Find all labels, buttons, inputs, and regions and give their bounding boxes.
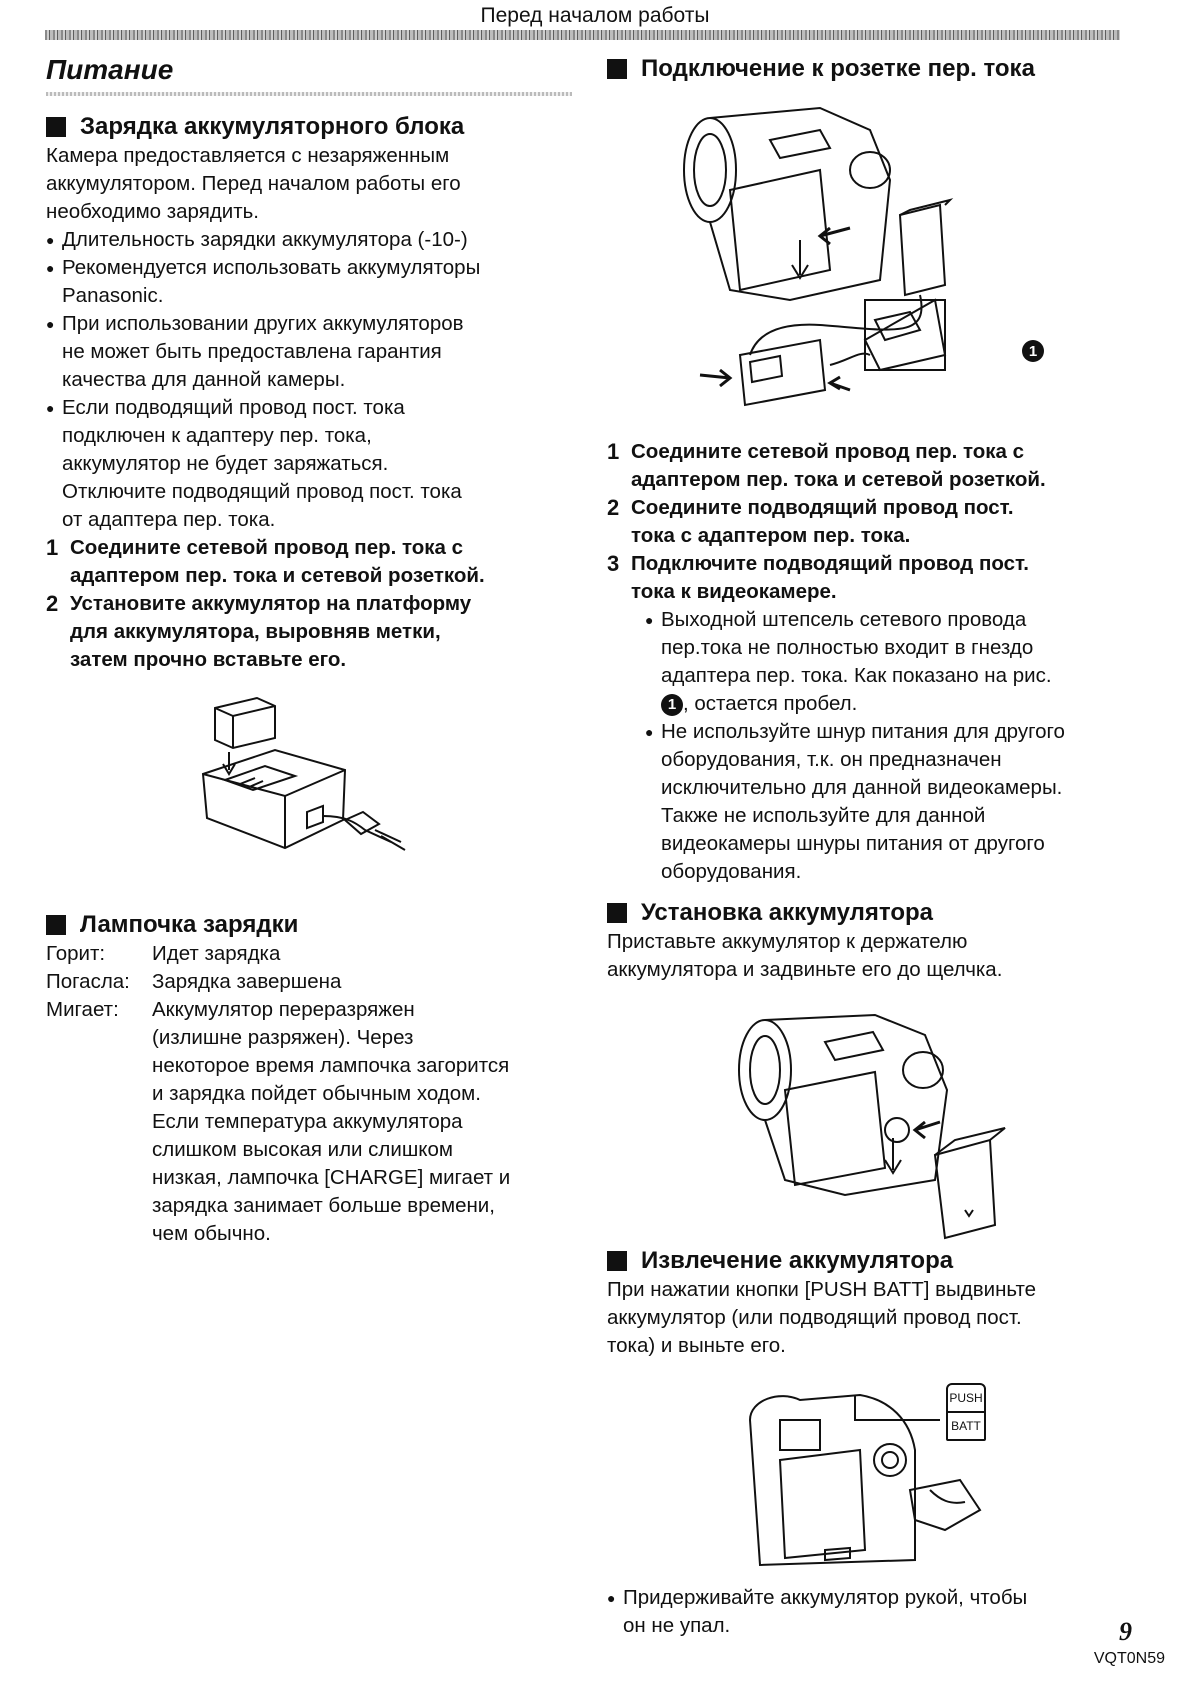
running-header: Перед началом работы — [480, 4, 710, 27]
install-battery-illustration — [725, 1010, 1015, 1240]
lamp-heading: Лампочка зарядки — [46, 910, 586, 940]
bullet-item: ● При использовании других аккумуляторов не может быть предоставлена гарантия качества для данной камеры. — [46, 310, 586, 394]
ac-connection-illustration — [670, 100, 1090, 430]
square-bullet-icon — [46, 915, 66, 935]
bullet-item: ● Рекомендуется использовать аккумуляторы Panasonic. — [46, 254, 586, 310]
bullet-item: ● Длительность зарядки аккумулятора (-10-) — [46, 226, 586, 254]
step-item: 3 Подключите подводящий провод пост. тока к видеокамере. — [607, 551, 1029, 603]
ac-heading: Подключение к розетке пер. тока — [607, 54, 1147, 84]
lamp-label: Мигает: — [46, 998, 119, 1021]
lamp-label: Горит: — [46, 942, 106, 965]
bullet-item: ● Не используйте шнур питания для другого оборудования, т.к. он предназначен исключительно для данной видеокамеры. Также не используйте для данной видеокамеры шнуры питания от другого оборудования. — [645, 718, 1147, 886]
remove-heading: Извлечение аккумулятора — [607, 1246, 1147, 1276]
left-column — [46, 112, 586, 674]
square-bullet-icon — [607, 1251, 627, 1271]
charging-intro: Камера предоставляется с незаряженным аккумулятором. Перед началом работы его необходимо зарядить. — [46, 144, 461, 223]
install-section: Установка аккумулятора Приставьте аккумулятор к держателю аккумулятора и задвиньте его до щелчка. — [607, 898, 1147, 984]
callout-1-ref: 1 — [661, 694, 683, 716]
step-item: 1 Соедините сетевой провод пер. тока с адаптером пер. тока и сетевой розеткой. — [607, 439, 1046, 491]
ac-heading-block — [607, 54, 1147, 84]
remove-section: Извлечение аккумулятора При нажатии кнопки [PUSH BATT] выдвиньте аккумулятор (или подводящий провод пост. тока) и выньте его. — [607, 1246, 1147, 1360]
bullet-item: ● Придерживайте аккумулятор рукой, чтобы он не упал. — [607, 1584, 1147, 1640]
bullet-item: ● Если подводящий провод пост. тока подключен к адаптеру пер. тока, аккумулятор не будет заряжаться. Отключите подводящий провод пост. тока от адаптера пер. тока. — [46, 394, 586, 534]
charging-heading: Зарядка аккумуляторного блока — [46, 112, 586, 142]
square-bullet-icon — [46, 117, 66, 137]
bullet-item: ● Выходной штепсель сетевого провода пер.тока не полностью входит в гнездо адаптера пер. тока. Как показано на рис. 1 , остается пробел. — [645, 606, 1147, 718]
install-heading: Установка аккумулятора — [607, 898, 1147, 928]
section-title-rule — [46, 92, 572, 96]
page-number: 9 — [1119, 1617, 1132, 1646]
ac-steps — [607, 438, 1147, 886]
step-item: 1 Соедините сетевой провод пер. тока с адаптером пер. тока и сетевой розеткой. — [46, 535, 485, 587]
square-bullet-icon — [607, 903, 627, 923]
lamp-label: Погасла: — [46, 970, 130, 993]
header-rule — [45, 30, 1120, 40]
remove-note — [607, 1584, 1147, 1640]
callout-1: 1 — [1022, 340, 1044, 362]
lamp-status-table: Горит: Идет зарядка Погасла: Зарядка завершена Мигает: Аккумулятор переразряжен (излишне разряжен). Через некоторое время лампочка загорится и зарядка пойдет обычным ходом. Если температура аккумулятора слишком высокая или слишком низкая, лампочка [CHARGE] мигает и зарядка занимает больше времени, чем обычно. — [46, 940, 586, 1248]
model-code: VQT0N59 — [1093, 1650, 1165, 1667]
push-batt-button-label: PUSH BATT — [946, 1383, 986, 1441]
square-bullet-icon — [607, 59, 627, 79]
charger-illustration — [195, 690, 425, 910]
section-title: Питание — [46, 54, 174, 85]
step-item: 2 Установите аккумулятор на платформу для аккумулятора, выровняв метки, затем прочно вставьте его. — [46, 591, 472, 671]
step-item: 2 Соедините подводящий провод пост. тока с адаптером пер. тока. — [607, 495, 1014, 547]
lamp-section — [46, 910, 586, 1248]
